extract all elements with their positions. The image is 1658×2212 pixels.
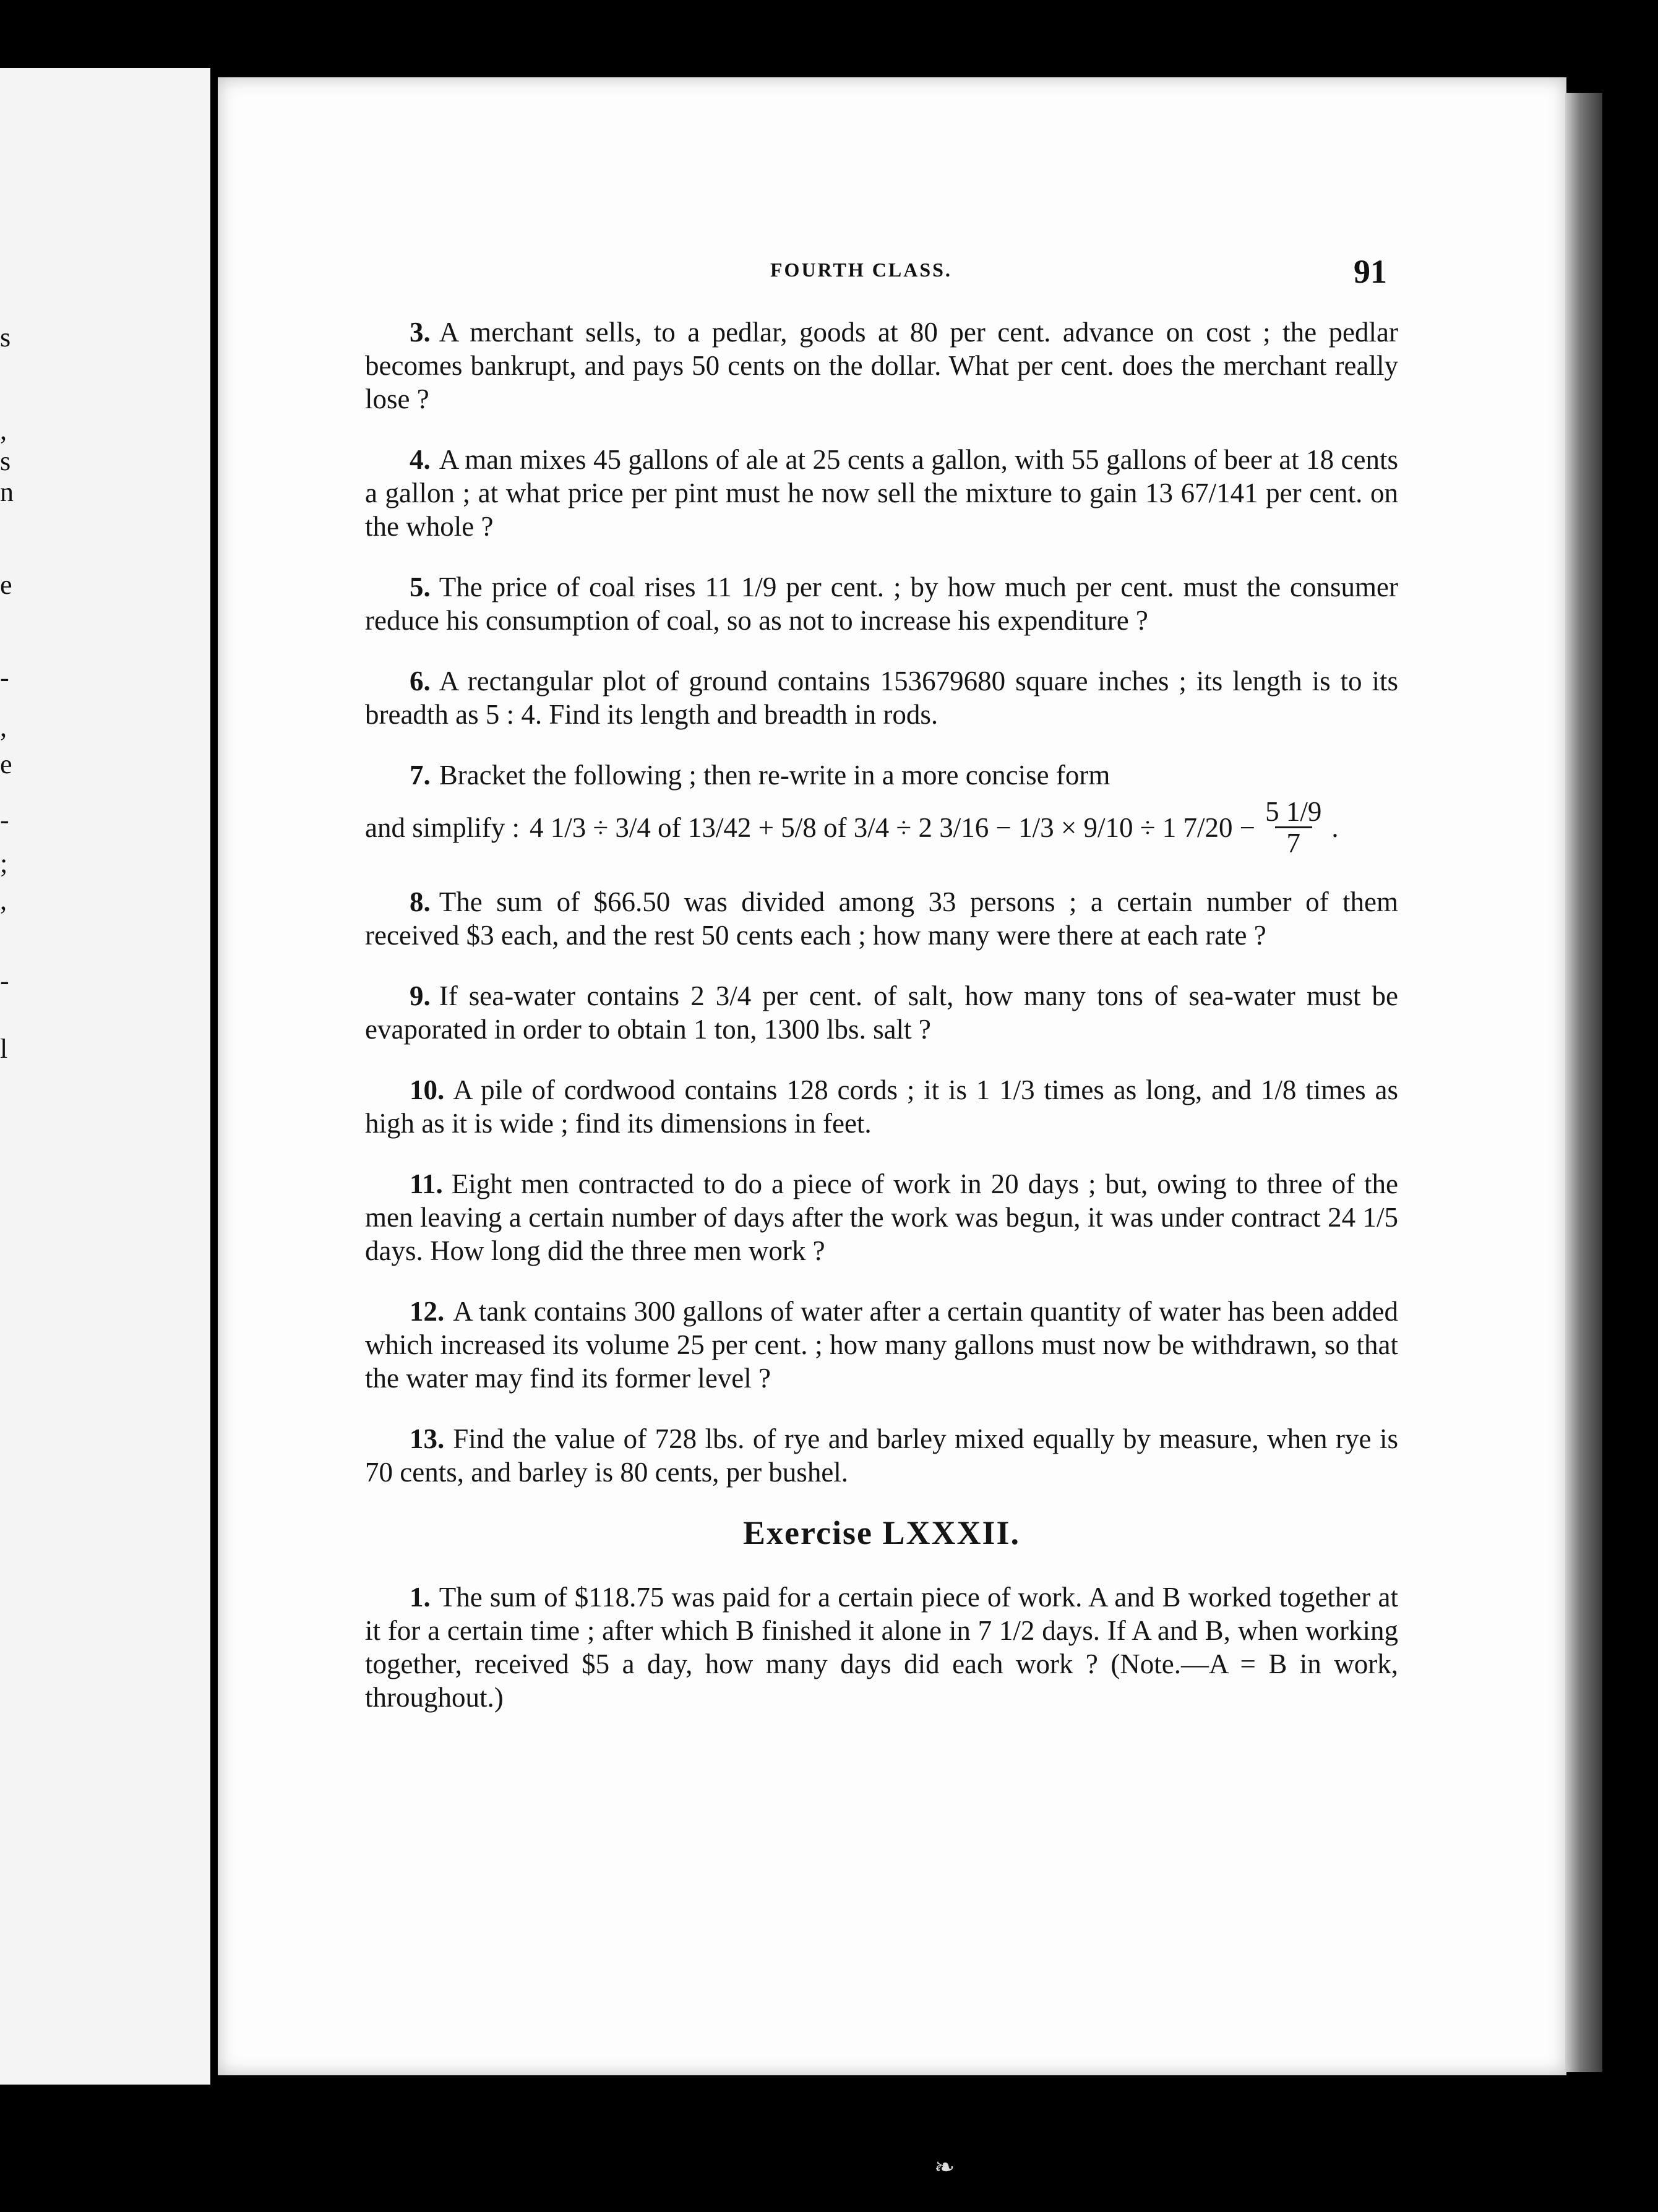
- problem-9: [365, 979, 1398, 1046]
- formula-expression: 4 1/3 ÷ 3/4 of 13/42 + 5/8 of 3/4 ÷ 2 3/16 − 1/3 × 9/10 ÷ 1 7/20 −: [529, 812, 1256, 843]
- page-number: 91: [1354, 253, 1387, 290]
- problem-text: The sum of $118.75 was paid for a certain piece of work. A and B worked together at it for a certain time ; after which B finished it alone in 7 1/2 days. If A and B, when working together, received $5 a day, how many days did each work ? (Note.—A = B in work, throughout.): [365, 1582, 1398, 1713]
- margin-char: s: [0, 446, 11, 476]
- fraction-denominator: 7: [1286, 828, 1300, 859]
- problem-text: The price of coal rises 11 1/9 per cent. ; by how much per cent. must the consumer reduce his consumption of coal, so as not to increase his expenditure ?: [365, 572, 1398, 636]
- page-body: [365, 315, 1398, 1741]
- problem-8: [365, 885, 1398, 952]
- margin-char: -: [0, 966, 9, 996]
- problem-10: [365, 1073, 1398, 1140]
- problem-text: A rectangular plot of ground contains 153679680 square inches ; its length is to its breadth as 5 : 4. Find its length and breadth in rods.: [365, 666, 1398, 730]
- problem-number: 5.: [410, 572, 431, 602]
- margin-char: -: [0, 805, 9, 835]
- margin-char: ,: [0, 712, 7, 742]
- problem-number: 3.: [410, 317, 431, 348]
- problem-text: Eight men contracted to do a piece of work in 20 days ; but, owing to three of the men leaving a certain number of days after the work was begun, it was under contract 24 1/5 days. How long did the three men work ?: [365, 1168, 1398, 1266]
- problem-4: [365, 443, 1398, 543]
- ornament-icon: ❧: [934, 2153, 955, 2181]
- running-head: FOURTH CLASS.: [770, 259, 952, 281]
- problem-3: [365, 315, 1398, 416]
- margin-char: s: [0, 322, 11, 353]
- page-edge: [1565, 93, 1602, 2072]
- margin-char: e: [0, 749, 12, 779]
- problem-12: [365, 1295, 1398, 1395]
- problem-5: [365, 570, 1398, 637]
- fraction-numerator: 5 1/9: [1265, 796, 1322, 827]
- problem-7: [365, 758, 1398, 792]
- facing-page-fragment: [0, 68, 210, 2085]
- margin-char: ;: [0, 848, 8, 878]
- margin-char: ,: [0, 415, 7, 445]
- margin-char: e: [0, 570, 12, 600]
- problem-text: A pile of cordwood contains 128 cords ; it is 1 1/3 times as long, and 1/8 times as high as it is wide ; find its dimensions in feet.: [365, 1074, 1398, 1139]
- exercise-title: Exercise LXXXII.: [743, 1514, 1020, 1551]
- problem-number: 6.: [410, 666, 431, 697]
- problem-text: Bracket the following ; then re-write in a more concise form: [439, 760, 1110, 791]
- formula-lead: and simplify :: [365, 812, 520, 843]
- problem-number: 1.: [410, 1582, 431, 1613]
- margin-char: l: [0, 1034, 8, 1064]
- margin-char: ,: [0, 885, 7, 915]
- problem-11: [365, 1167, 1398, 1267]
- formula-end: .: [1331, 812, 1339, 843]
- problem-number: 11.: [410, 1168, 443, 1199]
- problem-number: 4.: [410, 444, 431, 475]
- problem-number: 12.: [410, 1296, 445, 1327]
- problem-text: The sum of $66.50 was divided among 33 persons ; a certain number of them received $3 each, and the rest 50 cents each ; how many were there at each rate ?: [365, 886, 1398, 951]
- problem-text: A man mixes 45 gallons of ale at 25 cents a gallon, with 55 gallons of beer at 18 cents a gallon ; at what price per pint must he now sell the mixture to gain 13 67/141 per cent. on the whole ?: [365, 444, 1398, 542]
- margin-char: -: [0, 662, 9, 693]
- problem-text: A tank contains 300 gallons of water after a certain quantity of water has been added which increased its volume 25 per cent. ; how many gallons must now be withdrawn, so that the water may find its former level ?: [365, 1296, 1398, 1394]
- problem-number: 10.: [410, 1074, 445, 1105]
- margin-char: n: [0, 477, 14, 507]
- problem-number: 13.: [410, 1423, 445, 1454]
- problem-number: 8.: [410, 886, 431, 917]
- problem-number: 7.: [410, 760, 431, 791]
- formula-line: [365, 797, 1398, 858]
- problem-6: [365, 664, 1398, 731]
- stacked-fraction: [1265, 797, 1321, 858]
- exercise-problem-1: [365, 1580, 1398, 1714]
- problem-13: [365, 1422, 1398, 1489]
- problem-number: 9.: [410, 980, 431, 1011]
- problem-text: A merchant sells, to a pedlar, goods at 80 per cent. advance on cost ; the pedlar becomes bankrupt, and pays 50 cents on the dollar. What per cent. does the merchant really lose ?: [365, 317, 1398, 414]
- problem-text: If sea-water contains 2 3/4 per cent. of salt, how many tons of sea-water must be evaporated in order to obtain 1 ton, 1300 lbs. salt ?: [365, 980, 1398, 1045]
- problem-text: Find the value of 728 lbs. of rye and barley mixed equally by measure, when rye is 70 cents, and barley is 80 cents, per bushel.: [365, 1423, 1398, 1488]
